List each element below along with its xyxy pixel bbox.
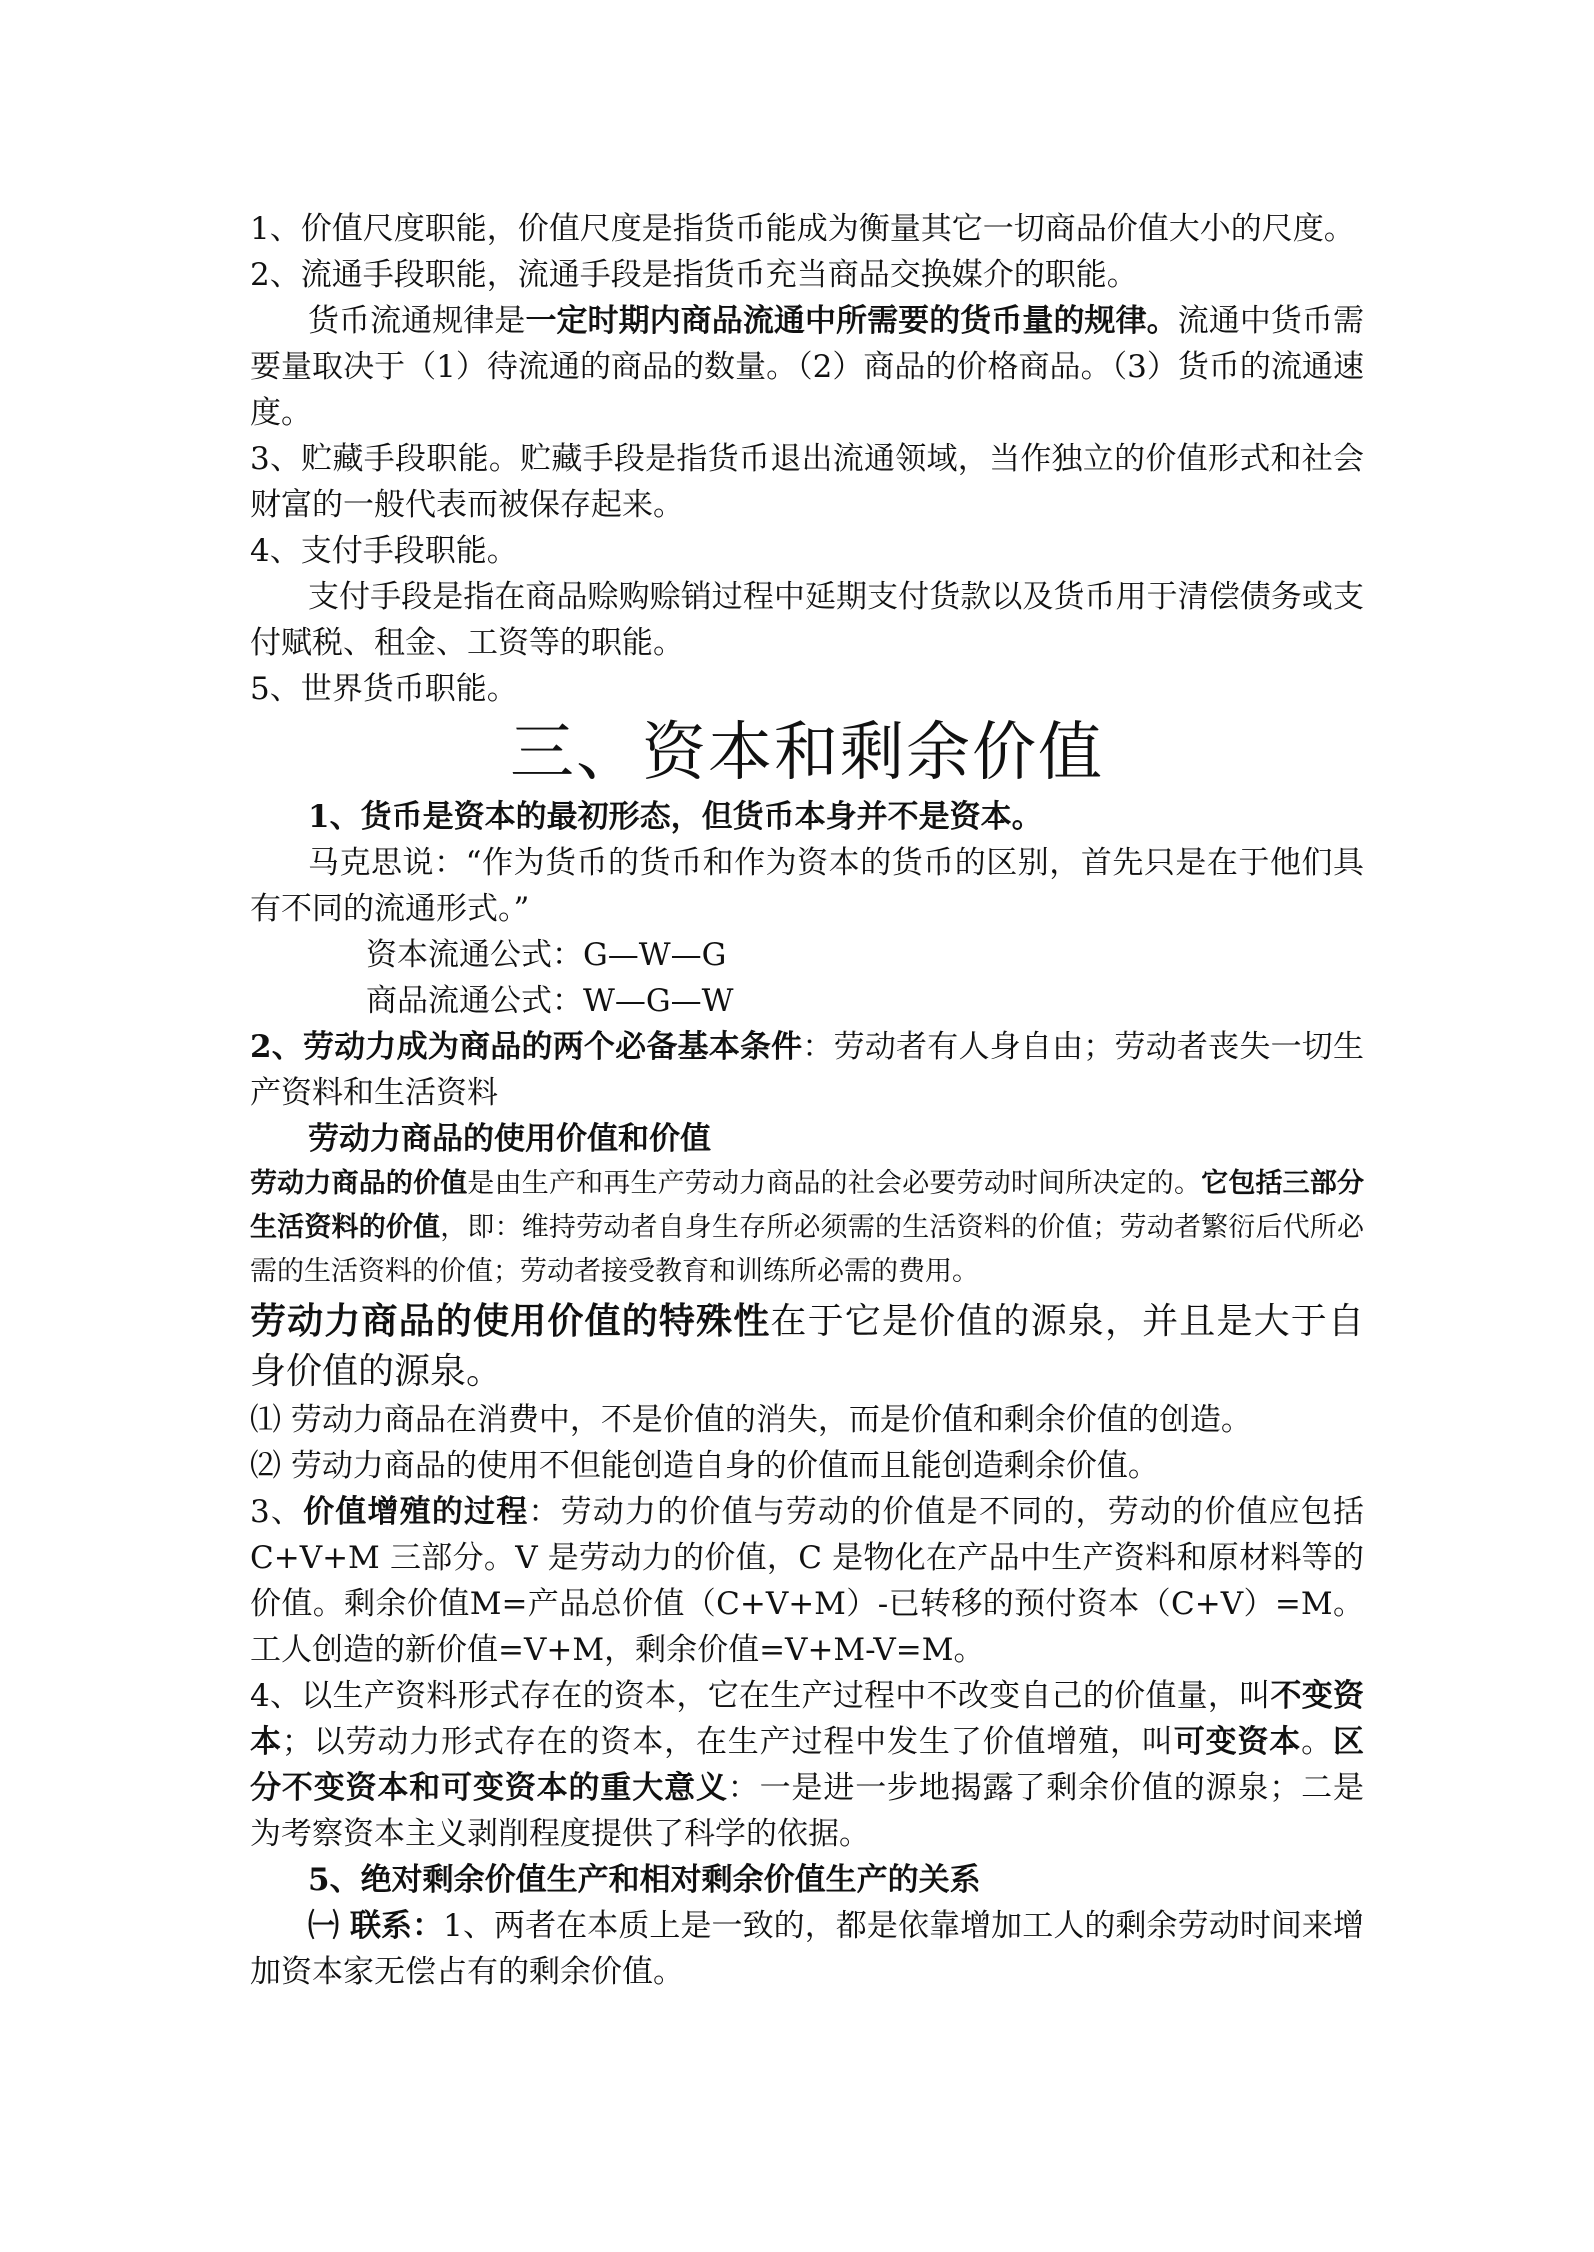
paragraph-payment-definition: 支付手段是指在商品赊购赊销过程中延期支付货款以及货币用于清偿债务或支付赋税、租金、工资等的职能。: [250, 579, 1364, 661]
document-body: [250, 206, 1364, 1995]
paragraph-world-money: 5、世界货币职能。: [250, 671, 518, 707]
paragraph-payment-means: 4、支付手段职能。: [250, 533, 518, 569]
bold-run: 它包括三部分生活资料的价值: [250, 1168, 1365, 1243]
text-run: ：劳动者有人身自由；劳动者丧失一切生产资料和生活资料: [250, 1029, 1364, 1111]
bold-run: ㈠ 联系：: [308, 1908, 444, 1944]
paragraph-constant-variable-capital: [250, 1673, 1364, 1857]
paragraph-value-measure: 1、价值尺度职能，价值尺度是指货币能成为衡量其它一切商品价值大小的尺度。: [250, 211, 1355, 247]
formula-label: 商品流通公式：: [366, 983, 583, 1019]
paragraph-value-increase: [250, 1489, 1364, 1673]
text-run: 货币流通规律是: [308, 303, 526, 339]
paragraph-marx-quote: 马克思说：“作为货币的货币和作为资本的货币的区别，首先只是在于他们具有不同的流通形式。”: [250, 845, 1364, 927]
text-run: 4、以生产资料形式存在的资本，它在生产过程中不改变自己的价值量，叫: [250, 1678, 1271, 1714]
text-run: ：一是进一步地揭露了剩余价值的源泉；二是为考察资本主义剥削程度提供了科学的依据。: [250, 1770, 1365, 1852]
text-run: 1、两者在本质上是一致的，都是依靠增加工人的剩余劳动时间来增加资本家无偿占有的剩余价值。: [250, 1908, 1364, 1990]
bold-run: 区分不变资本和可变资本的重大意义: [250, 1724, 1365, 1806]
paragraph-labor-power-conditions: [250, 1024, 1364, 1116]
formula-label: 资本流通公式：: [366, 937, 583, 973]
bold-run: 一定时期内商品流通中所需要的货币量的规律。: [525, 303, 1178, 339]
formula-commodity-circulation: [250, 978, 1364, 1024]
bold-run: 价值增殖的过程: [303, 1494, 529, 1530]
bold-run: 劳动力商品的价值: [250, 1168, 468, 1199]
formula-value: W—G—W: [583, 983, 734, 1019]
section-title: 三、资本和剩余价值: [510, 716, 1104, 790]
text-run: 3、: [250, 1494, 304, 1530]
paragraph-money-capital: 1、货币是资本的最初形态，但货币本身并不是资本。: [308, 799, 1043, 835]
bold-run: 可变资本: [1173, 1724, 1302, 1760]
paragraph-store-of-value: 3、贮藏手段职能。贮藏手段是指货币退出流通领域，当作独立的价值形式和社会财富的一般代表而被保存起来。: [250, 441, 1364, 523]
subheading-surplus-value-relation: 5、绝对剩余价值生产和相对剩余价值生产的关系: [308, 1862, 981, 1898]
paragraph-money-circulation-law: [250, 298, 1364, 436]
bold-run: 劳动力商品的使用价值的特殊性: [250, 1300, 771, 1342]
formula-capital-circulation: [250, 932, 1364, 978]
list-item-2: ⑵ 劳动力商品的使用不但能创造自身的价值而且能创造剩余价值。: [250, 1448, 1159, 1484]
bold-run: 不变资本: [250, 1678, 1364, 1760]
paragraph-use-value-special: [250, 1296, 1364, 1397]
text-run: 在于它是价值的源泉，并且是大于自身价值的源泉。: [250, 1301, 1364, 1392]
bold-run: 2、劳动力成为商品的两个必备基本条件: [250, 1029, 803, 1065]
text-run: ；以劳动力形式存在的资本，在生产过程中发生了价值增殖，叫: [281, 1724, 1174, 1760]
paragraph-circulation-means: 2、流通手段职能，流通手段是指货币充当商品交换媒介的职能。: [250, 257, 1138, 293]
text-run: 。: [1301, 1724, 1334, 1760]
list-item-1: ⑴ 劳动力商品在消费中，不是价值的消失，而是价值和剩余价值的创造。: [250, 1402, 1252, 1438]
formula-value: G—W—G: [583, 937, 727, 973]
text-run: 是由生产和再生产劳动力商品的社会必要劳动时间所决定的。: [467, 1168, 1202, 1199]
text-run: ：劳动力的价值与劳动的价值是不同的，劳动的价值应包括C+V+M 三部分。V 是劳动力的价值，C 是物化在产品中生产资料和原材料等的价值。剩余价值M=产品总价值（C+V+M）-已转移的预付资本（C+V）=M。工人创造的新价值=V+M，剩余价值=V+M-V=M。: [250, 1494, 1364, 1668]
paragraph-relation-connection: [250, 1903, 1364, 1995]
text-run: ，即：维持劳动者自身生存所必须需的生活资料的价值；劳动者繁衍后代所必需的生活资料的价值；劳动者接受教育和训练所必需的费用。: [250, 1212, 1365, 1287]
paragraph-labor-power-value: [250, 1162, 1364, 1294]
text-run: 流通中货币需要量取决于（1）待流通的商品的数量。（2）商品的价格商品。（3）货币的流通速度。: [250, 303, 1365, 431]
subheading-labor-power-value: 劳动力商品的使用价值和价值: [308, 1121, 711, 1157]
